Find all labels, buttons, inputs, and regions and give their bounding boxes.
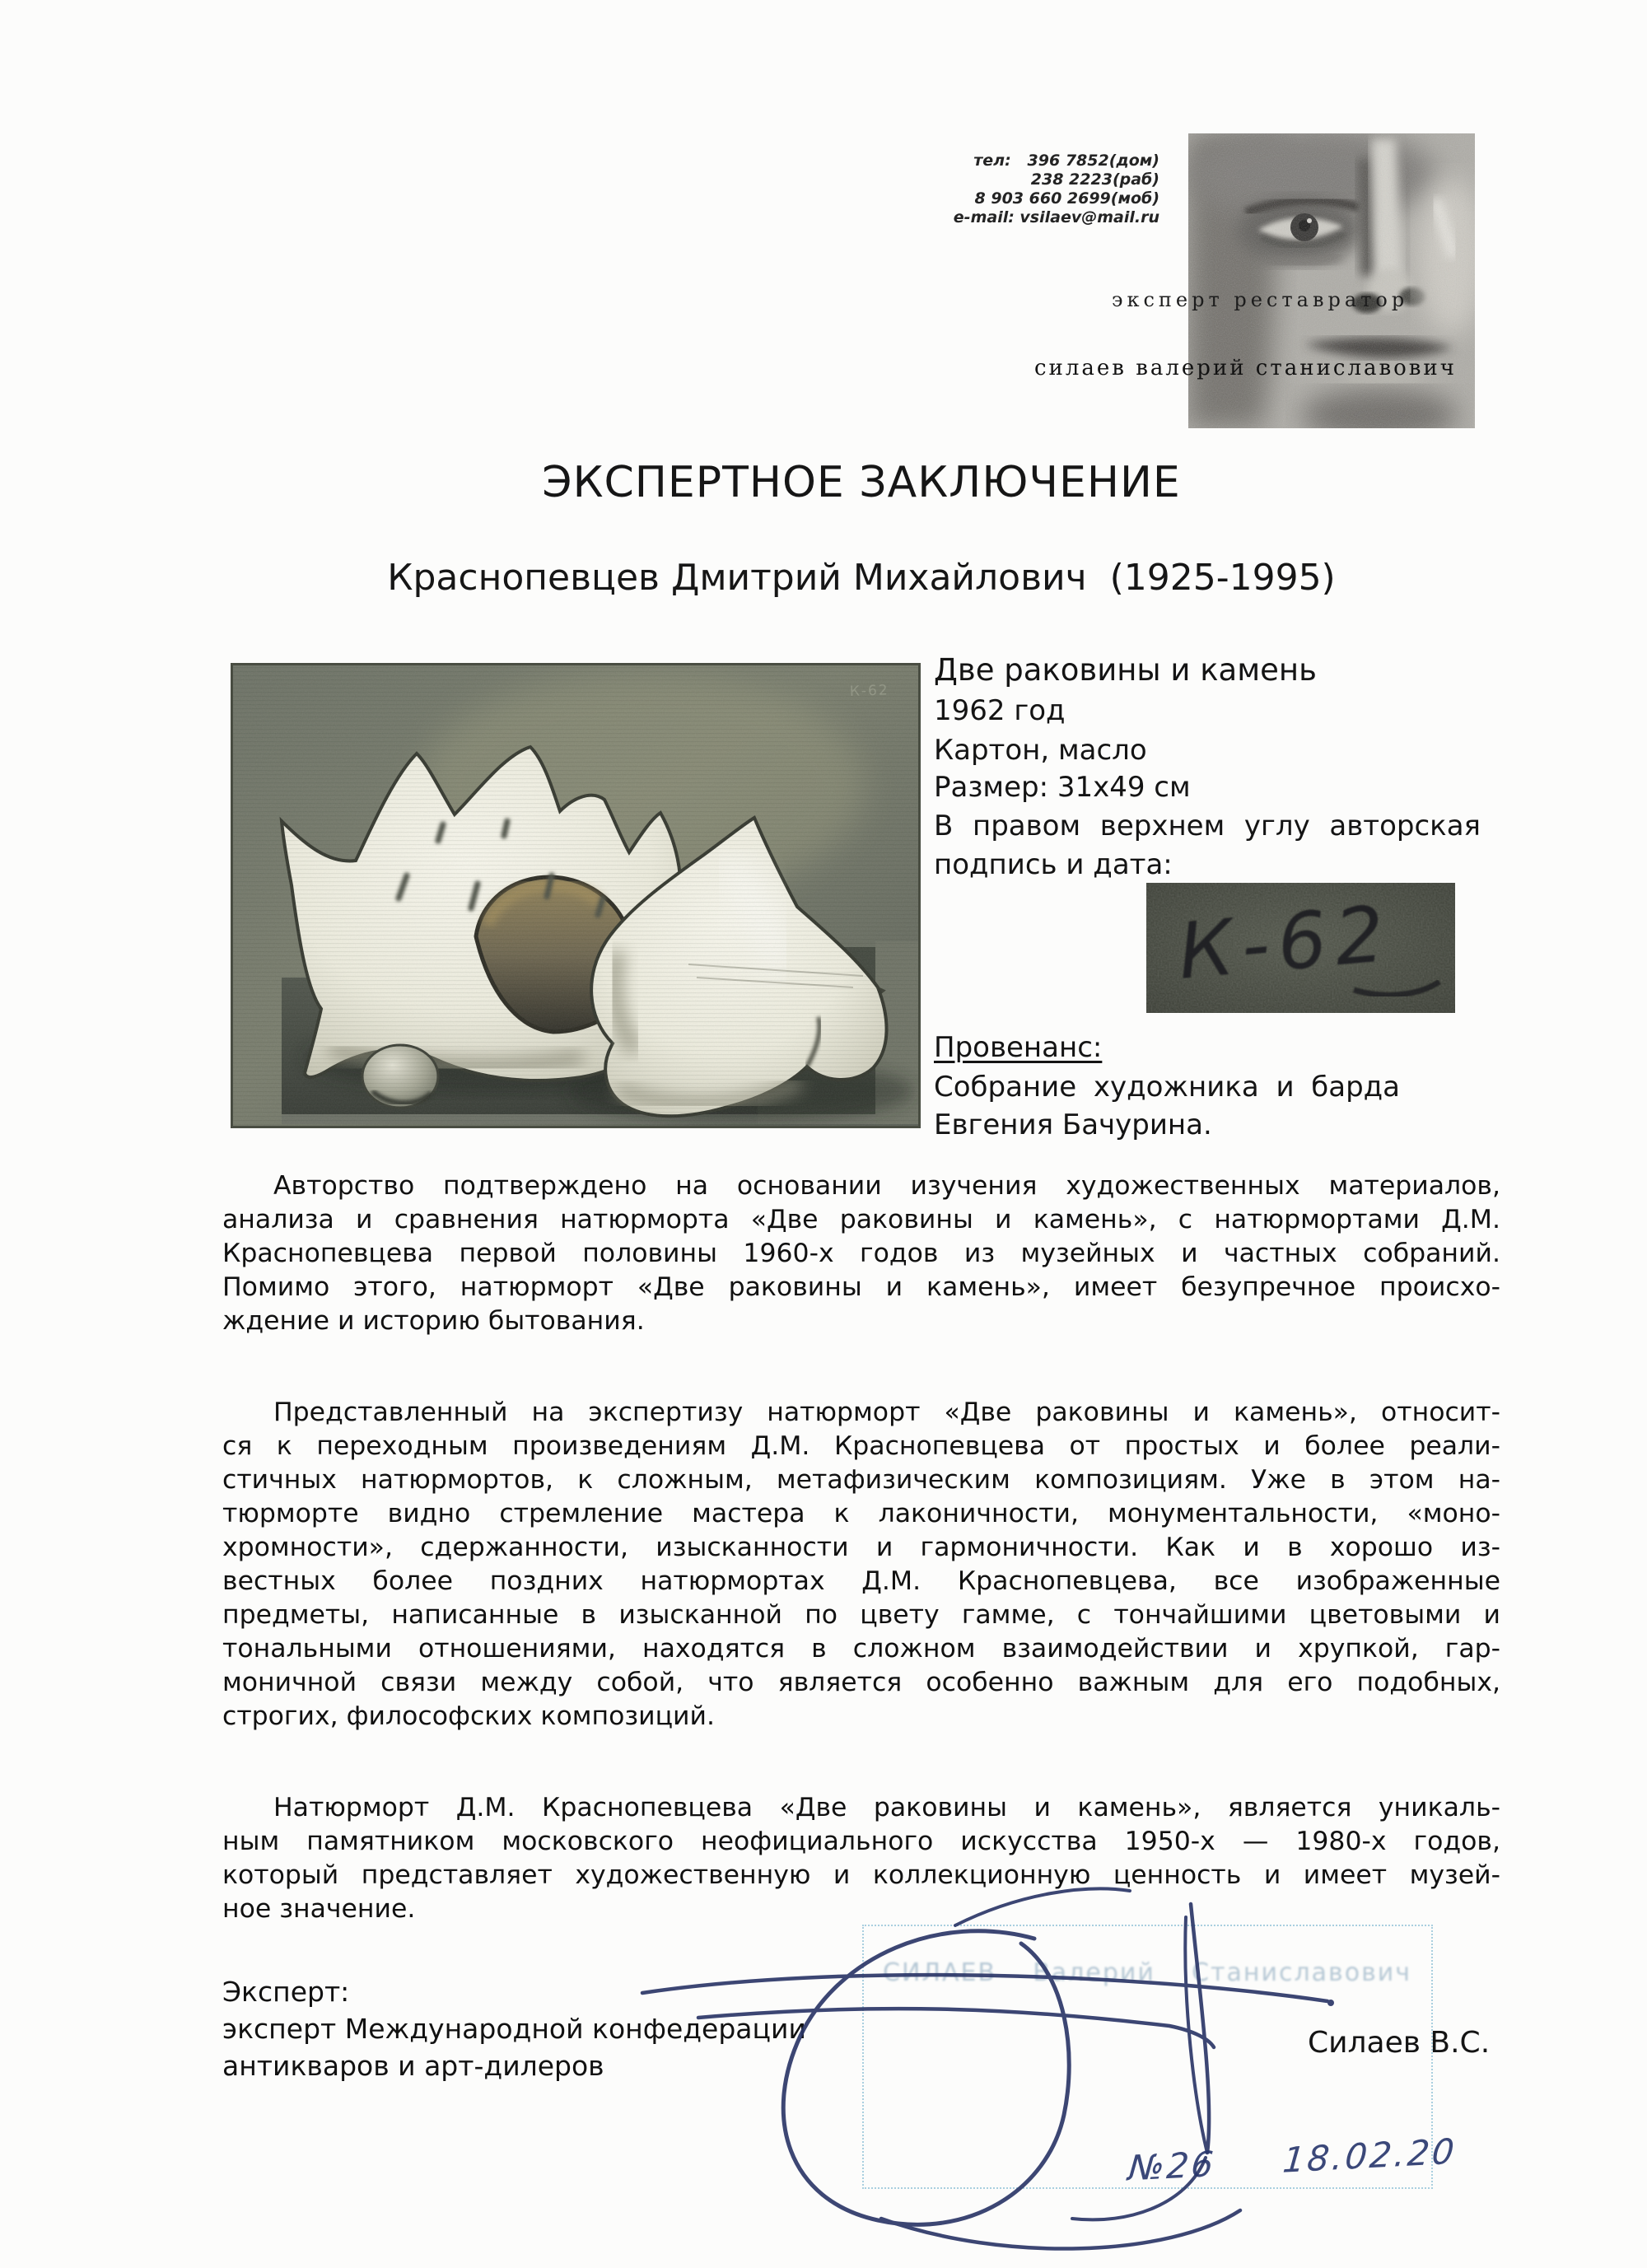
artwork-medium: Картон, масло bbox=[934, 734, 1147, 767]
body-line: анализа и сравнения натюрморта «Две раковины и камень», с натюрмортами Д.М. bbox=[222, 1205, 1500, 1234]
body-line: ждение и историю бытования. bbox=[222, 1306, 645, 1336]
expert-label: Эксперт: bbox=[222, 1976, 350, 2008]
handwritten-number-and-date: №26 18.02.20 bbox=[1127, 2130, 1458, 2189]
provenance-line2: Евгения Бачурина. bbox=[934, 1108, 1212, 1141]
body-line: предметы, написанные в изысканной по цвету гамме, с тончайшими цветовыми и bbox=[222, 1600, 1500, 1630]
body-line: тюрморте видно стремление мастера к лаконичности, монументальности, «моно- bbox=[222, 1499, 1500, 1528]
paragraph-attribution bbox=[222, 1169, 1500, 1338]
expert-printed-name: Силаев В.С. bbox=[1308, 2026, 1491, 2060]
body-line: Натюрморт Д.М. Краснопевцева «Две раковины и камень», является уникаль- bbox=[273, 1793, 1500, 1822]
body-line: моничной связи между собой, что является особенно важным для его подобных, bbox=[222, 1668, 1500, 1697]
document-title: ЭКСПЕРТНОЕ ЗАКЛЮЧЕНИЕ bbox=[542, 458, 1181, 507]
body-line: ным памятником московского неофициального искусства 1950-х — 1980-х годов, bbox=[222, 1827, 1500, 1856]
artwork-title: Две раковины и камень bbox=[934, 652, 1317, 688]
body-line: Краснопевцева первой половины 1960-х годов из музейных и частных собраний. bbox=[222, 1239, 1500, 1268]
signature-detail-photo bbox=[1146, 883, 1455, 1013]
body-line: Представленный на экспертизу натюрморт «Две раковины и камень», относит- bbox=[273, 1398, 1500, 1427]
painting-photo-two-shells-and-stone bbox=[231, 663, 921, 1128]
contact-line-email: e-mail: vsilaev@mail.ru bbox=[953, 208, 1159, 226]
artwork-year: 1962 год bbox=[934, 694, 1066, 727]
body-line: стичных натюрмортов, к сложным, метафизическим композициям. Уже в этом на- bbox=[222, 1465, 1500, 1495]
portrait-engraving-image bbox=[1188, 133, 1475, 428]
expert-org-line2: антикваров и арт-дилеров bbox=[222, 2050, 604, 2082]
provenance-label: Провенанс: bbox=[934, 1031, 1103, 1064]
body-line: строгих, философских композиций. bbox=[222, 1701, 715, 1731]
expert-pen-signature bbox=[494, 1878, 1565, 2265]
contact-line-phone-work: 238 2223(раб) bbox=[1030, 170, 1159, 189]
body-line: ся к переходным произведениям Д.М. Краснопевцева от простых и более реали- bbox=[222, 1431, 1500, 1461]
artwork-signature-note-line1: В правом верхнем углу авторская bbox=[934, 810, 1481, 842]
expert-ink-stamp-text: СИЛАЕВ Валерий Станиславович bbox=[883, 1958, 1411, 1987]
contact-line-phone-mobile: 8 903 660 2699(моб) bbox=[974, 189, 1159, 208]
contact-line-phone-home: тел: 396 7852(дом) bbox=[973, 152, 1159, 170]
body-line: ное значение. bbox=[222, 1894, 416, 1924]
body-line: тональными отношениями, находятся в сложном взаимодействии и хрупкой, гар- bbox=[222, 1634, 1500, 1664]
contact-block bbox=[935, 152, 1159, 227]
provenance-line1: Собрание художника и барда bbox=[934, 1071, 1400, 1104]
body-line: вестных более поздних натюрмортах Д.М. Краснопевцева, все изображенные bbox=[222, 1566, 1500, 1596]
artwork-signature-note-line2: подпись и дата: bbox=[934, 848, 1173, 881]
paragraph-analysis bbox=[222, 1396, 1500, 1734]
silaev-name-stamp-text: силаев валерий станиславович bbox=[1034, 356, 1457, 380]
expert-restorer-stamp-text: эксперт реставратор bbox=[1112, 288, 1409, 311]
artist-name-line: Краснопевцев Дмитрий Михайлович (1925-1995) bbox=[387, 557, 1336, 599]
body-line: Помимо этого, натюрморт «Две раковины и камень», имеет безупречное происхо- bbox=[222, 1272, 1500, 1302]
expert-org-line1: эксперт Международной конфедерации bbox=[222, 2013, 806, 2045]
conclusion-body-text bbox=[222, 1169, 1500, 1984]
body-line: который представляет художественную и коллекционную ценность и имеет музей- bbox=[222, 1860, 1500, 1890]
handwritten-inscription-k62: К-62 bbox=[1174, 889, 1397, 997]
artwork-size: Размер: 31х49 см bbox=[934, 771, 1191, 804]
body-line: хромности», сдержанности, изысканности и гармоничности. Как и в хорошо из- bbox=[222, 1533, 1500, 1562]
body-line: Авторство подтверждено на основании изучения художественных материалов, bbox=[273, 1171, 1500, 1201]
